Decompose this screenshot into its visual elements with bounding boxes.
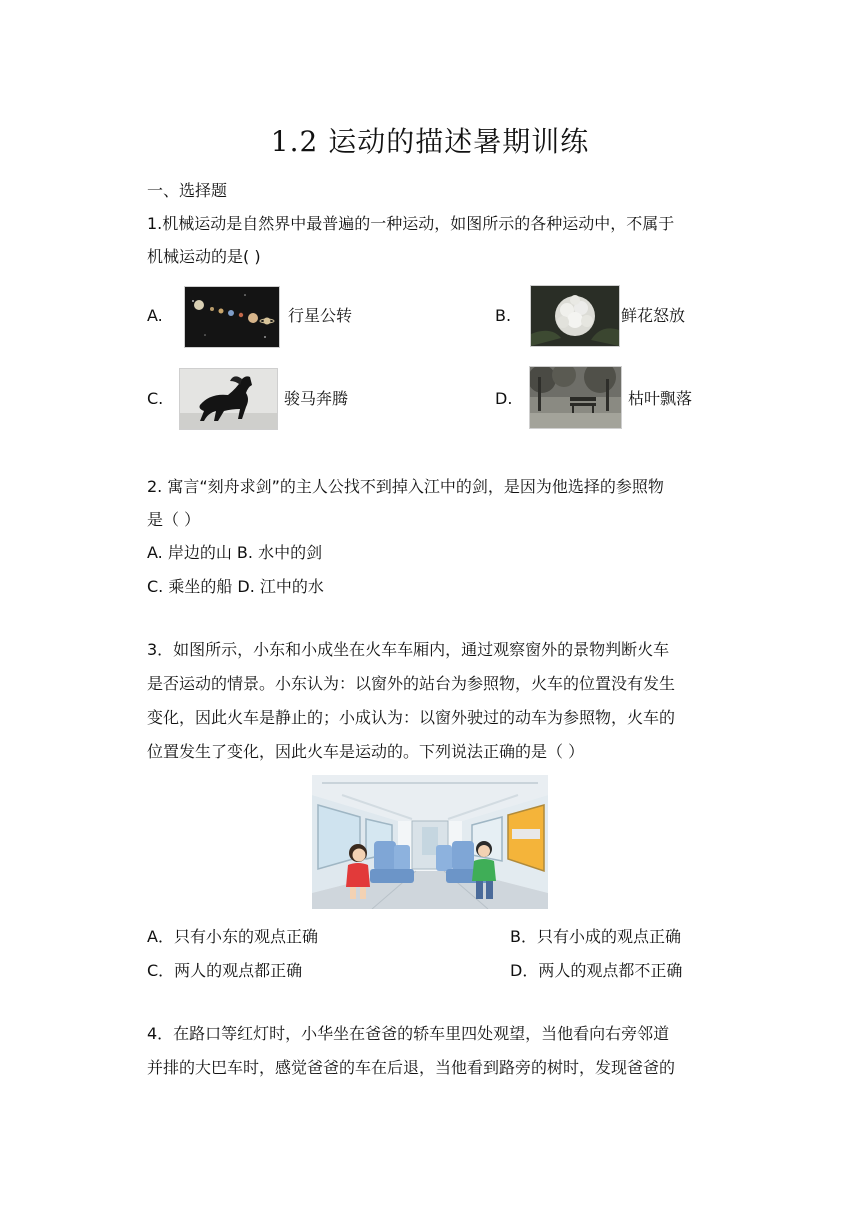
q3-line3: 变化，因此火车是静止的；小成认为：以窗外驶过的动车为参照物，火车的 xyxy=(147,708,676,727)
q3-line1: 3．如图所示，小东和小成坐在火车车厢内，通过观察窗外的景物判断火车 xyxy=(147,640,670,659)
q3-option-c: C．两人的观点都正确 xyxy=(147,961,303,980)
q1-option-a-letter: A. xyxy=(147,306,163,325)
q2-options-ab: A. 岸边的山 B. 水中的剑 xyxy=(147,543,323,562)
q1-option-a-text: 行星公转 xyxy=(288,306,353,325)
q3-line4: 位置发生了变化，因此火车是运动的。下列说法正确的是（ ） xyxy=(147,742,585,761)
q4-line1: 4．在路口等红灯时，小华坐在爸爸的轿车里四处观望，当他看向右旁邻道 xyxy=(147,1024,670,1043)
q2-line2: 是（ ） xyxy=(147,510,201,529)
q3-line2: 是否运动的情景。小东认为：以窗外的站台为参照物，火车的位置没有发生 xyxy=(147,674,676,693)
q2-options-cd: C. 乘坐的船 D. 江中的水 xyxy=(147,577,324,596)
flower-image xyxy=(530,285,620,347)
q3-option-d: D．两人的观点都不正确 xyxy=(510,961,683,980)
q2-line1: 2. 寓言“刻舟求剑”的主人公找不到掉入江中的剑，是因为他选择的参照物 xyxy=(147,477,664,496)
train-interior-image xyxy=(312,775,548,909)
q1-line1: 1.机械运动是自然界中最普遍的一种运动，如图所示的各种运动中，不属于 xyxy=(147,214,675,233)
q4-line2: 并排的大巴车时，感觉爸爸的车在后退，当他看到路旁的树时，发现爸爸的 xyxy=(147,1058,676,1077)
planets-image xyxy=(184,286,280,348)
q1-option-b-letter: B. xyxy=(495,306,512,325)
q1-option-d-text: 枯叶飘落 xyxy=(628,389,693,408)
horse-image xyxy=(179,368,278,430)
q1-line2: 机械运动的是( ) xyxy=(147,247,261,266)
q1-option-d-letter: D. xyxy=(495,389,513,408)
page-title: 1.2 运动的描述暑期训练 xyxy=(270,125,590,158)
q3-option-b: B．只有小成的观点正确 xyxy=(510,927,681,946)
leaves-image xyxy=(529,366,622,429)
q3-option-a: A．只有小东的观点正确 xyxy=(147,927,318,946)
q1-option-b-text: 鲜花怒放 xyxy=(621,306,686,325)
section-heading: 一、选择题 xyxy=(147,181,228,200)
q1-option-c-text: 骏马奔腾 xyxy=(284,389,349,408)
q1-option-c-letter: C. xyxy=(147,389,164,408)
